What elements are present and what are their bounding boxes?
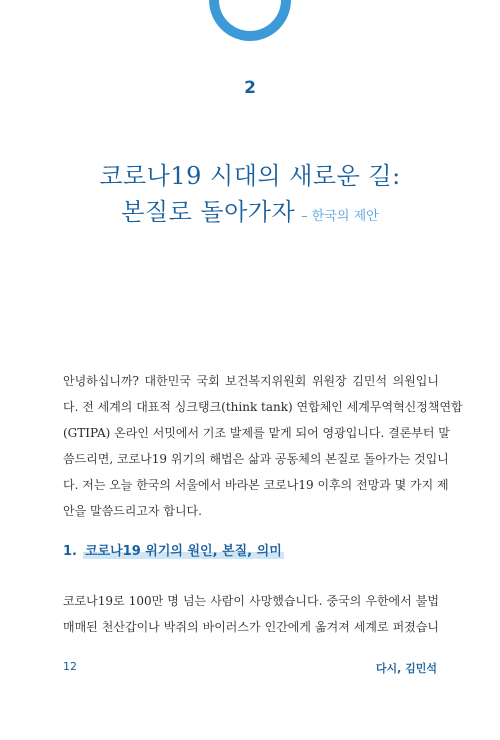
chapter-number: 2 [244,78,256,98]
section-title: 코로나19 위기의 원인, 본질, 의미 [84,544,282,559]
page-number: 12 [63,660,77,673]
intro-line: 다. 전 세계의 대표적 싱크탱크(think tank) 연합체인 세계무역혁신정책연합 [63,400,463,414]
section-heading [63,542,284,562]
body-line: 코로나19로 100만 명 넘는 사람이 사망했습니다. 중국의 우한에서 불법 [63,594,439,608]
chapter-title-line2 [0,196,500,233]
intro-line: 안을 말씀드리고자 합니다. [63,504,202,518]
section-number: 1. [63,544,77,559]
chapter-title-main: 본질로 돌아가자 [121,198,296,226]
intro-line: (GTIPA) 온라인 서밋에서 기조 발제를 맡게 되어 영광입니다. 결론부터 말 [63,426,450,440]
intro-line: 안녕하십니까? 대한민국 국회 보건복지위원회 위원장 김민석 의원입니 [63,374,439,388]
chapter-arc-decoration [205,0,295,90]
running-footer-author: 다시, 김민석 [375,662,437,675]
intro-line: 씀드리면, 코로나19 위기의 해법은 삶과 공동체의 본질로 돌아가는 것입니 [63,452,449,466]
body-line: 매매된 천산갑이나 박쥐의 바이러스가 인간에게 옮겨져 세계로 퍼졌습니 [63,620,439,634]
body-paragraph [63,588,439,640]
chapter-title-line1: 코로나19 시대의 새로운 길: [99,162,401,190]
chapter-subtitle: – 한국의 제안 [301,209,379,224]
intro-line: 다. 저는 오늘 한국의 서울에서 바라본 코로나19 이후의 전망과 몇 가지 제 [63,478,449,492]
intro-paragraph [63,368,463,524]
